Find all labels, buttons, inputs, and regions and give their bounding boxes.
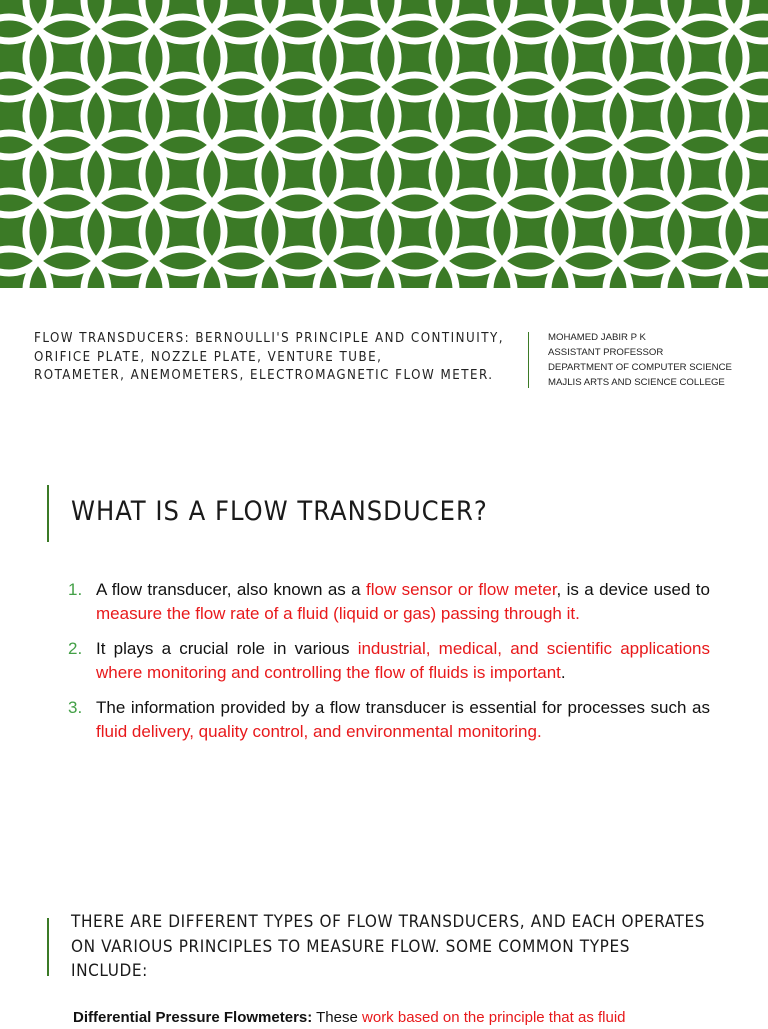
flowmeter-paragraph xyxy=(73,1007,713,1029)
plain-text: These xyxy=(312,1009,363,1026)
presentation-subtitle xyxy=(34,330,504,386)
pattern-ring xyxy=(258,249,340,288)
section-title: WHAT IS A FLOW TRANSDUCER? xyxy=(71,496,488,527)
list-item-text xyxy=(96,637,710,685)
plain-text: It plays a crucial role in various xyxy=(96,639,358,658)
highlighted-text: industrial, medical, and scientific applications where monitoring and controlling the flow of fluids is important xyxy=(96,639,710,682)
pattern-ring xyxy=(84,249,166,288)
pattern-ring xyxy=(432,0,514,41)
pattern-ring xyxy=(200,249,282,288)
pattern-ring xyxy=(374,249,456,288)
subtitle-line: ROTAMETER, ANEMOMETERS, ELECTROMAGNETIC FLOW METER. xyxy=(34,368,494,383)
list-item xyxy=(64,637,710,685)
list-item xyxy=(64,696,710,744)
plain-text: , is a device used to xyxy=(556,580,710,599)
decorative-banner xyxy=(0,0,768,288)
pattern-ring xyxy=(142,249,224,288)
pattern-ring xyxy=(548,249,630,288)
list-item-text xyxy=(96,578,710,626)
list-number: 3. xyxy=(68,698,83,717)
highlighted-text: flow sensor or flow meter xyxy=(365,580,557,599)
list-item-text xyxy=(96,696,710,744)
highlighted-text: measure the flow rate of a fluid (liquid or gas) passing through it. xyxy=(96,604,580,623)
author-info xyxy=(548,330,732,390)
highlighted-text: fluid delivery, quality control, and environmental monitoring. xyxy=(96,722,542,741)
pattern-ring xyxy=(200,0,282,41)
plain-text: The information provided by a flow transducer is essential for processes such as xyxy=(96,698,710,717)
pattern-ring xyxy=(664,249,746,288)
pattern-ring xyxy=(548,0,630,41)
pattern-ring xyxy=(84,0,166,41)
pattern-ring xyxy=(316,0,398,41)
section-heading: THERE ARE DIFFERENT TYPES OF FLOW TRANSDUCERS, AND EACH OPERATES ON VARIOUS PRINCIPLES TO MEASURE FLOW. SOME COMMON TYPES INCLUDE: xyxy=(71,912,706,981)
highlighted-text: work based on the principle that as fluid xyxy=(362,1009,626,1026)
subtitle-line: ORIFICE PLATE, NOZZLE PLATE, VENTURE TUBE, xyxy=(34,349,383,365)
pattern-ring xyxy=(490,249,572,288)
interlocking-circles-pattern xyxy=(0,0,768,288)
pattern-ring xyxy=(490,0,572,41)
author-role: ASSISTANT PROFESSOR xyxy=(548,347,664,358)
subtitle-line: FLOW TRANSDUCERS: BERNOULLI'S PRINCIPLE AND CONTINUITY, xyxy=(34,331,504,346)
definition-list xyxy=(64,578,710,755)
term-label: Differential Pressure Flowmeters: xyxy=(73,1009,313,1026)
pattern-ring xyxy=(26,0,108,41)
pattern-ring xyxy=(142,0,224,41)
section-accent-bar xyxy=(47,485,49,542)
author-department: DEPARTMENT OF COMPUTER SCIENCE xyxy=(548,362,732,373)
pattern-ring xyxy=(374,0,456,41)
pattern-ring xyxy=(316,249,398,288)
pattern-ring xyxy=(258,0,340,41)
pattern-ring xyxy=(606,0,688,41)
section-accent-bar xyxy=(47,918,49,976)
pattern-ring xyxy=(432,249,514,288)
author-name: MOHAMED JABIR P K xyxy=(548,332,646,343)
list-number: 1. xyxy=(68,580,83,599)
list-item xyxy=(64,578,710,626)
vertical-divider xyxy=(528,332,529,388)
plain-text: . xyxy=(560,663,566,682)
plain-text: A flow transducer, also known as a xyxy=(96,580,366,599)
pattern-ring xyxy=(606,249,688,288)
list-number: 2. xyxy=(68,639,83,658)
pattern-ring xyxy=(26,249,108,288)
pattern-ring xyxy=(664,0,746,41)
author-college: MAJLIS ARTS AND SCIENCE COLLEGE xyxy=(548,377,725,388)
